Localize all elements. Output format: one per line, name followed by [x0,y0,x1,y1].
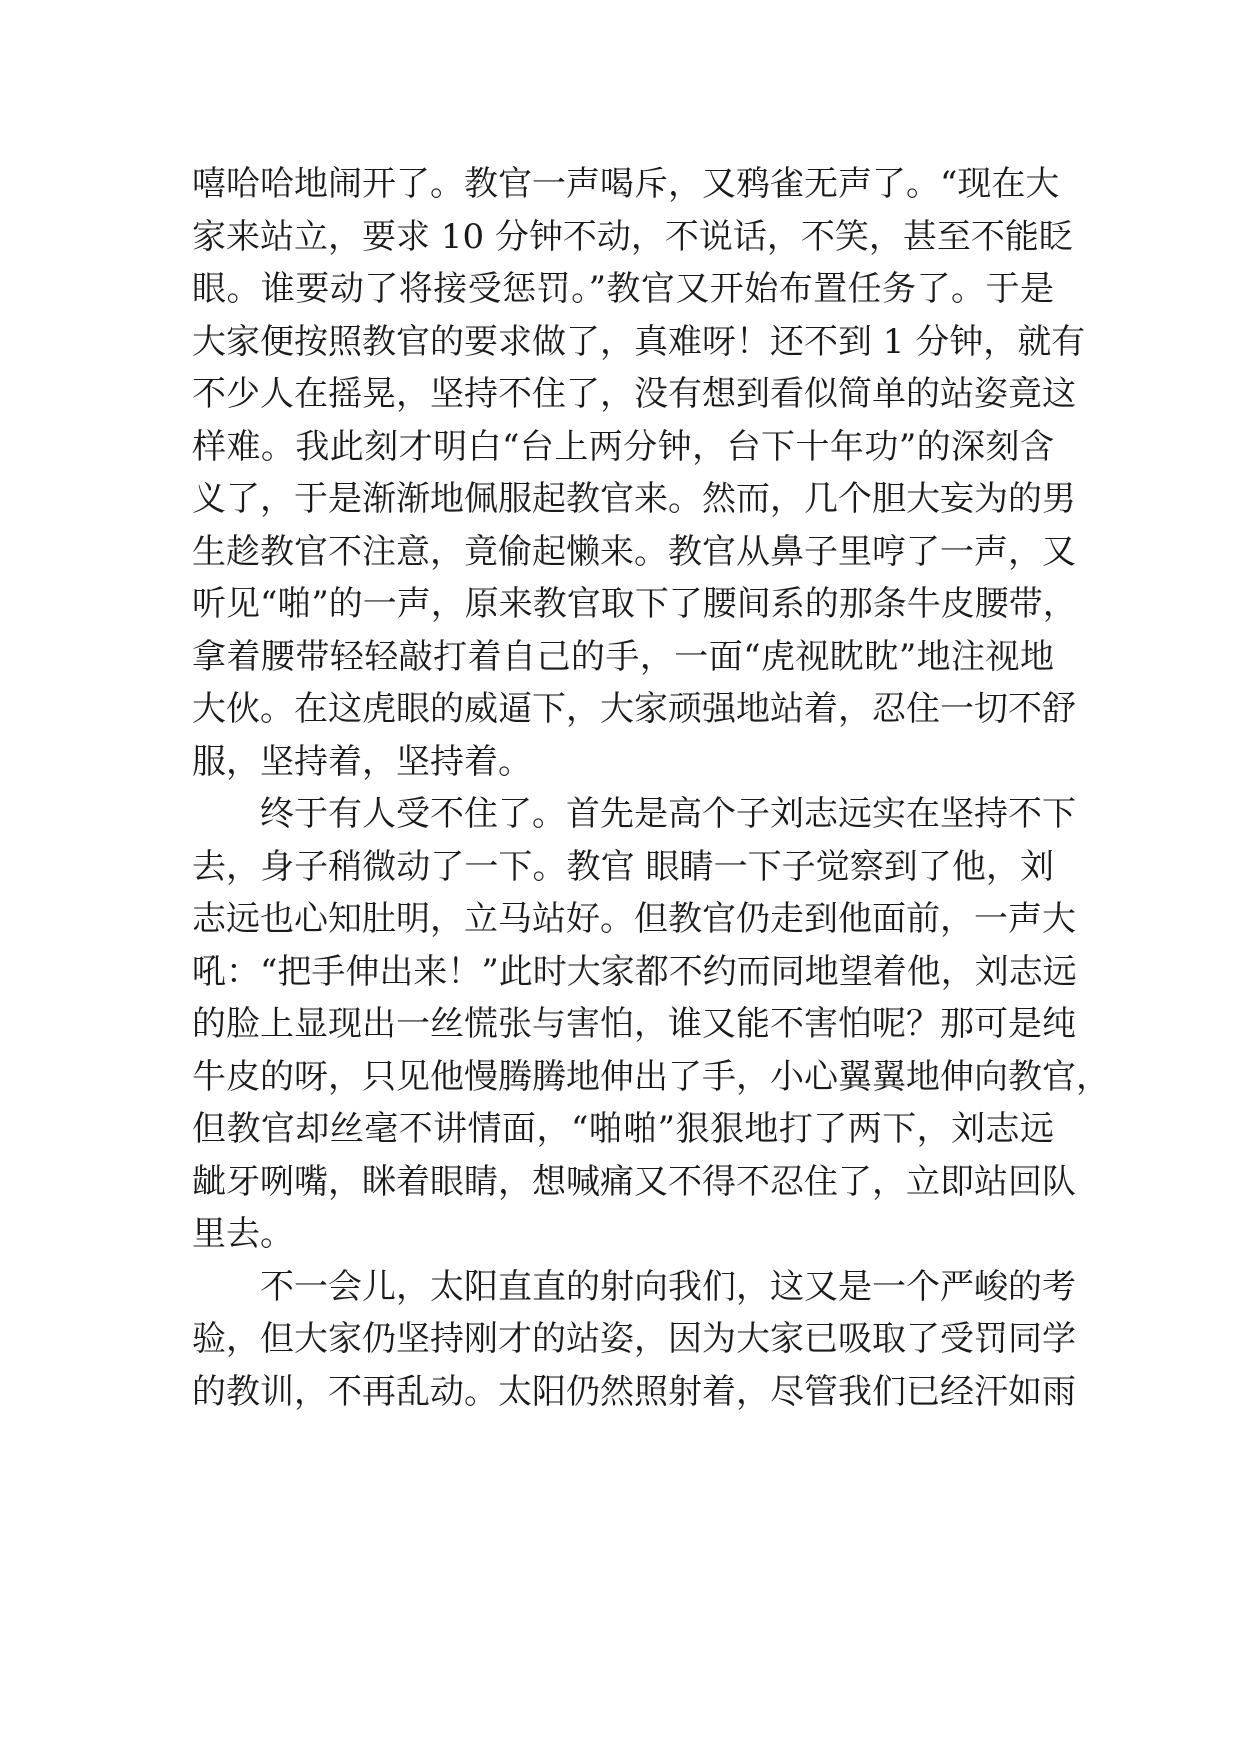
text-line: 嘻哈哈地闹开了。教官一声喝斥，又鸦雀无声了。“现在大 [192,164,1060,204]
text-line: 牛皮的呀，只见他慢腾腾地伸出了手，小心翼翼地伸向教官， [192,1056,1110,1097]
text-line: 的脸上显现出一丝慌张与害怕，谁又能不害怕呢？那可是纯 [192,1004,1076,1044]
text-line: 听见“啪”的一声，原来教官取下了腰间系的那条牛皮腰带， [192,584,1077,624]
paragraph-3 [192,1261,1076,1419]
text-line: 生趁教官不注意，竟偷起懒来。教官从鼻子里哼了一声，又 [192,531,1076,572]
text-line: 大家便按照教官的要求做了，真难呀！还不到 1 分钟，就有 [192,321,1086,362]
text-line: 不少人在摇晃，坚持不住了，没有想到看似简单的站姿竟这 [192,374,1076,414]
text-line: 服，坚持着，坚持着。 [192,741,532,782]
text-line: 的教训，不再乱动。太阳仍然照射着，尽管我们已经汗如雨 [192,1371,1076,1412]
paragraph-1 [192,158,1086,788]
text-line: 家来站立，要求 10 分钟不动，不说话，不笑，甚至不能眨 [192,216,1073,257]
text-line: 不一会儿，太阳直直的射向我们，这又是一个严峻的考 [192,1266,1076,1307]
text-line: 吼：“把手伸出来！”此时大家都不约而同地望着他，刘志远 [192,951,1077,992]
text-line: 终于有人受不住了。首先是高个子刘志远实在坚持不下 [192,794,1076,834]
text-line: 样难。我此刻才明白“台上两分钟，台下十年功”的深刻含 [192,426,1054,467]
text-line: 但教官却丝毫不讲情面，“啪啪”狠狠地打了两下，刘志远 [192,1109,1054,1149]
text-line: 拿着腰带轻轻敲打着自己的手，一面“虎视眈眈”地注视地 [192,636,1054,677]
text-line: 义了，于是渐渐地佩服起教官来。然而，几个胆大妄为的男 [192,479,1076,519]
text-line: 眼。谁要动了将接受惩罚。”教官又开始布置任务了。于是 [192,269,1054,309]
text-line: 验，但大家仍坚持刚才的站姿，因为大家已吸取了受罚同学 [192,1319,1076,1359]
body-text [192,158,1110,1418]
text-line: 志远也心知肚明，立马站好。但教官仍走到他面前，一声大 [192,899,1076,939]
paragraph-2 [192,788,1110,1261]
text-line: 去，身子稍微动了一下。教官 眼睛一下子觉察到了他，刘 [192,846,1054,887]
text-line: 里去。 [192,1214,294,1254]
text-line: 大伙。在这虎眼的威逼下，大家顽强地站着，忍住一切不舒 [192,689,1076,729]
text-line: 龇牙咧嘴，眯着眼睛，想喊痛又不得不忍住了，立即站回队 [192,1161,1076,1202]
